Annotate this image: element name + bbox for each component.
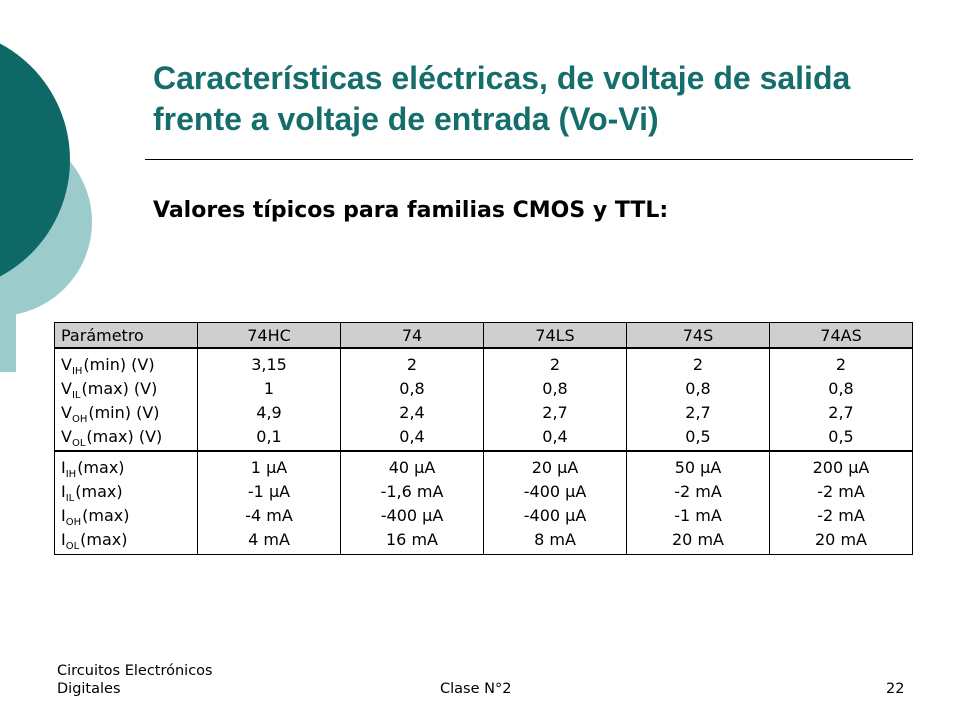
table-header-row bbox=[55, 323, 913, 349]
parameter-condition: (max) bbox=[82, 505, 130, 525]
parameter-symbol: V bbox=[61, 378, 72, 398]
header-cell: 74HC bbox=[198, 323, 341, 349]
parameter-condition: (max) bbox=[75, 481, 123, 501]
header-cell: Parámetro bbox=[55, 323, 198, 349]
parameter-condition: (min) (V) bbox=[83, 354, 155, 374]
value-cell: 3,15 bbox=[198, 348, 341, 376]
value-cell: 20 µA bbox=[484, 451, 627, 479]
value-cell: 2,7 bbox=[770, 400, 913, 424]
value-cell: 40 µA bbox=[341, 451, 484, 479]
parameter-name-cell bbox=[55, 451, 198, 479]
parameter-condition: (max) bbox=[77, 457, 125, 477]
parameter-subscript: OL bbox=[65, 540, 80, 552]
value-cell: 50 µA bbox=[627, 451, 770, 479]
parameter-subscript: IH bbox=[71, 365, 83, 377]
table-row bbox=[55, 527, 913, 555]
parameter-subscript: OL bbox=[71, 437, 86, 449]
value-cell: 0,8 bbox=[770, 376, 913, 400]
value-cell: 0,4 bbox=[484, 424, 627, 451]
parameter-symbol: I bbox=[61, 481, 66, 501]
parameter-subscript: IL bbox=[71, 389, 81, 401]
header-cell: 74LS bbox=[484, 323, 627, 349]
parameter-name-cell bbox=[55, 424, 198, 451]
parameter-symbol: I bbox=[61, 529, 66, 549]
parameter-symbol: V bbox=[61, 402, 72, 422]
value-cell: 2 bbox=[627, 348, 770, 376]
value-cell: -400 µA bbox=[341, 503, 484, 527]
parameter-name-cell bbox=[55, 479, 198, 503]
value-cell: -400 µA bbox=[484, 503, 627, 527]
table-row bbox=[55, 400, 913, 424]
value-cell: 1 µA bbox=[198, 451, 341, 479]
current-parameters-group bbox=[55, 451, 913, 555]
value-cell: 0,5 bbox=[770, 424, 913, 451]
value-cell: 0,1 bbox=[198, 424, 341, 451]
value-cell: 1 bbox=[198, 376, 341, 400]
value-cell: 2,7 bbox=[484, 400, 627, 424]
value-cell: 2,4 bbox=[341, 400, 484, 424]
value-cell: -2 mA bbox=[627, 479, 770, 503]
parameter-subscript: IL bbox=[65, 492, 75, 504]
parameter-name-cell bbox=[55, 400, 198, 424]
value-cell: 16 mA bbox=[341, 527, 484, 555]
value-cell: 4,9 bbox=[198, 400, 341, 424]
value-cell: 2 bbox=[770, 348, 913, 376]
slide-subtitle: Valores típicos para familias CMOS y TTL: bbox=[153, 198, 669, 223]
light-bar-shape bbox=[0, 300, 16, 372]
footer-page-number: 22 bbox=[886, 681, 905, 697]
parameter-symbol: I bbox=[61, 457, 66, 477]
parameter-condition: (max) (V) bbox=[86, 426, 163, 446]
parameter-subscript: OH bbox=[71, 413, 88, 425]
header-cell: 74S bbox=[627, 323, 770, 349]
value-cell: 0,8 bbox=[341, 376, 484, 400]
footer-class: Clase N°2 bbox=[440, 681, 512, 697]
table-row bbox=[55, 376, 913, 400]
parameter-name-cell bbox=[55, 503, 198, 527]
parameter-subscript: IH bbox=[65, 468, 77, 480]
value-cell: 2 bbox=[341, 348, 484, 376]
parameter-condition: (max) (V) bbox=[81, 378, 158, 398]
table-row bbox=[55, 451, 913, 479]
parameter-name-cell bbox=[55, 527, 198, 555]
value-cell: -400 µA bbox=[484, 479, 627, 503]
value-cell: 20 mA bbox=[627, 527, 770, 555]
value-cell: -1 µA bbox=[198, 479, 341, 503]
value-cell: -1,6 mA bbox=[341, 479, 484, 503]
parameters-table bbox=[54, 322, 913, 555]
value-cell: 0,5 bbox=[627, 424, 770, 451]
value-cell: -4 mA bbox=[198, 503, 341, 527]
value-cell: 20 mA bbox=[770, 527, 913, 555]
value-cell: 2,7 bbox=[627, 400, 770, 424]
parameter-subscript: OH bbox=[65, 516, 82, 528]
value-cell: 2 bbox=[484, 348, 627, 376]
parameter-name-cell bbox=[55, 376, 198, 400]
slide-title: Características eléctricas, de voltaje de salida frente a voltaje de entrada (Vo-Vi) bbox=[153, 60, 851, 137]
table-row bbox=[55, 424, 913, 451]
value-cell: 8 mA bbox=[484, 527, 627, 555]
parameter-condition: (max) bbox=[80, 529, 128, 549]
parameter-symbol: V bbox=[61, 354, 72, 374]
parameter-symbol: I bbox=[61, 505, 66, 525]
footer-course: Circuitos Electrónicos Digitales bbox=[57, 663, 213, 697]
header-cell: 74AS bbox=[770, 323, 913, 349]
parameter-condition: (min) (V) bbox=[88, 402, 160, 422]
table-row bbox=[55, 503, 913, 527]
parameter-symbol: V bbox=[61, 426, 72, 446]
value-cell: 0,8 bbox=[627, 376, 770, 400]
header-cell: 74 bbox=[341, 323, 484, 349]
value-cell: -2 mA bbox=[770, 479, 913, 503]
title-divider bbox=[145, 159, 913, 160]
parameter-name-cell bbox=[55, 348, 198, 376]
value-cell: 0,4 bbox=[341, 424, 484, 451]
table-row bbox=[55, 479, 913, 503]
value-cell: -2 mA bbox=[770, 503, 913, 527]
table-row bbox=[55, 348, 913, 376]
voltage-parameters-group bbox=[55, 348, 913, 451]
value-cell: 200 µA bbox=[770, 451, 913, 479]
value-cell: -1 mA bbox=[627, 503, 770, 527]
value-cell: 0,8 bbox=[484, 376, 627, 400]
value-cell: 4 mA bbox=[198, 527, 341, 555]
